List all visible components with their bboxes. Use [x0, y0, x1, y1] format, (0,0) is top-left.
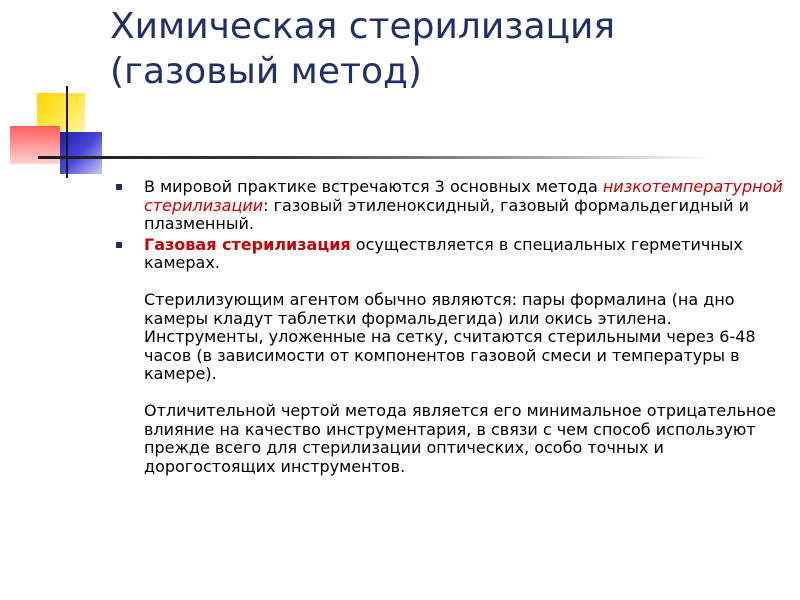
title-line-2: (газовый метод) — [110, 51, 422, 92]
bullet-1-emphasis: низкотемпературной стерилизации — [144, 177, 783, 215]
bullet-2-paragraph-agent: Стерилизующим агентом обычно являются: пары формалина (на дно камеры кладут таблетки формальдегида) или окись этилена. Инструменты, уложенные на сетку, считаются стерильными через 6-48 часов (в зависимости от компонентов газовой смеси и температуры в камере). — [144, 290, 756, 383]
title-line-1: Химическая стерилизация — [110, 6, 616, 47]
bullet-item-gas-sterilization — [116, 236, 784, 477]
bullet-2-paragraph-feature: Отличительной чертой метода является его минимальное отрицательное влияние на качество инструментария, в связи с чем способ используют прежде всего для стерилизации оптических, особо точных и дорогостоящих инструментов. — [144, 401, 776, 476]
bullet-square-icon — [116, 242, 122, 248]
bullet-item-methods — [116, 178, 784, 234]
slide-content — [116, 178, 784, 478]
bullet-square-icon — [116, 184, 122, 190]
bullet-1-suffix: : газовый этиленоксидный, газовый формальдегидный и плазменный. — [144, 195, 750, 233]
decorative-vertical-line — [66, 86, 68, 178]
title-divider-line — [38, 156, 714, 159]
bullet-1-prefix: В мировой практике встречаются 3 основных метода — [144, 177, 603, 196]
bullet-2-emphasis: Газовая стерилизация — [144, 234, 351, 254]
bullet-2-suffix: осуществляется в специальных герметичных камерах. — [144, 234, 743, 272]
slide-title — [110, 4, 615, 94]
